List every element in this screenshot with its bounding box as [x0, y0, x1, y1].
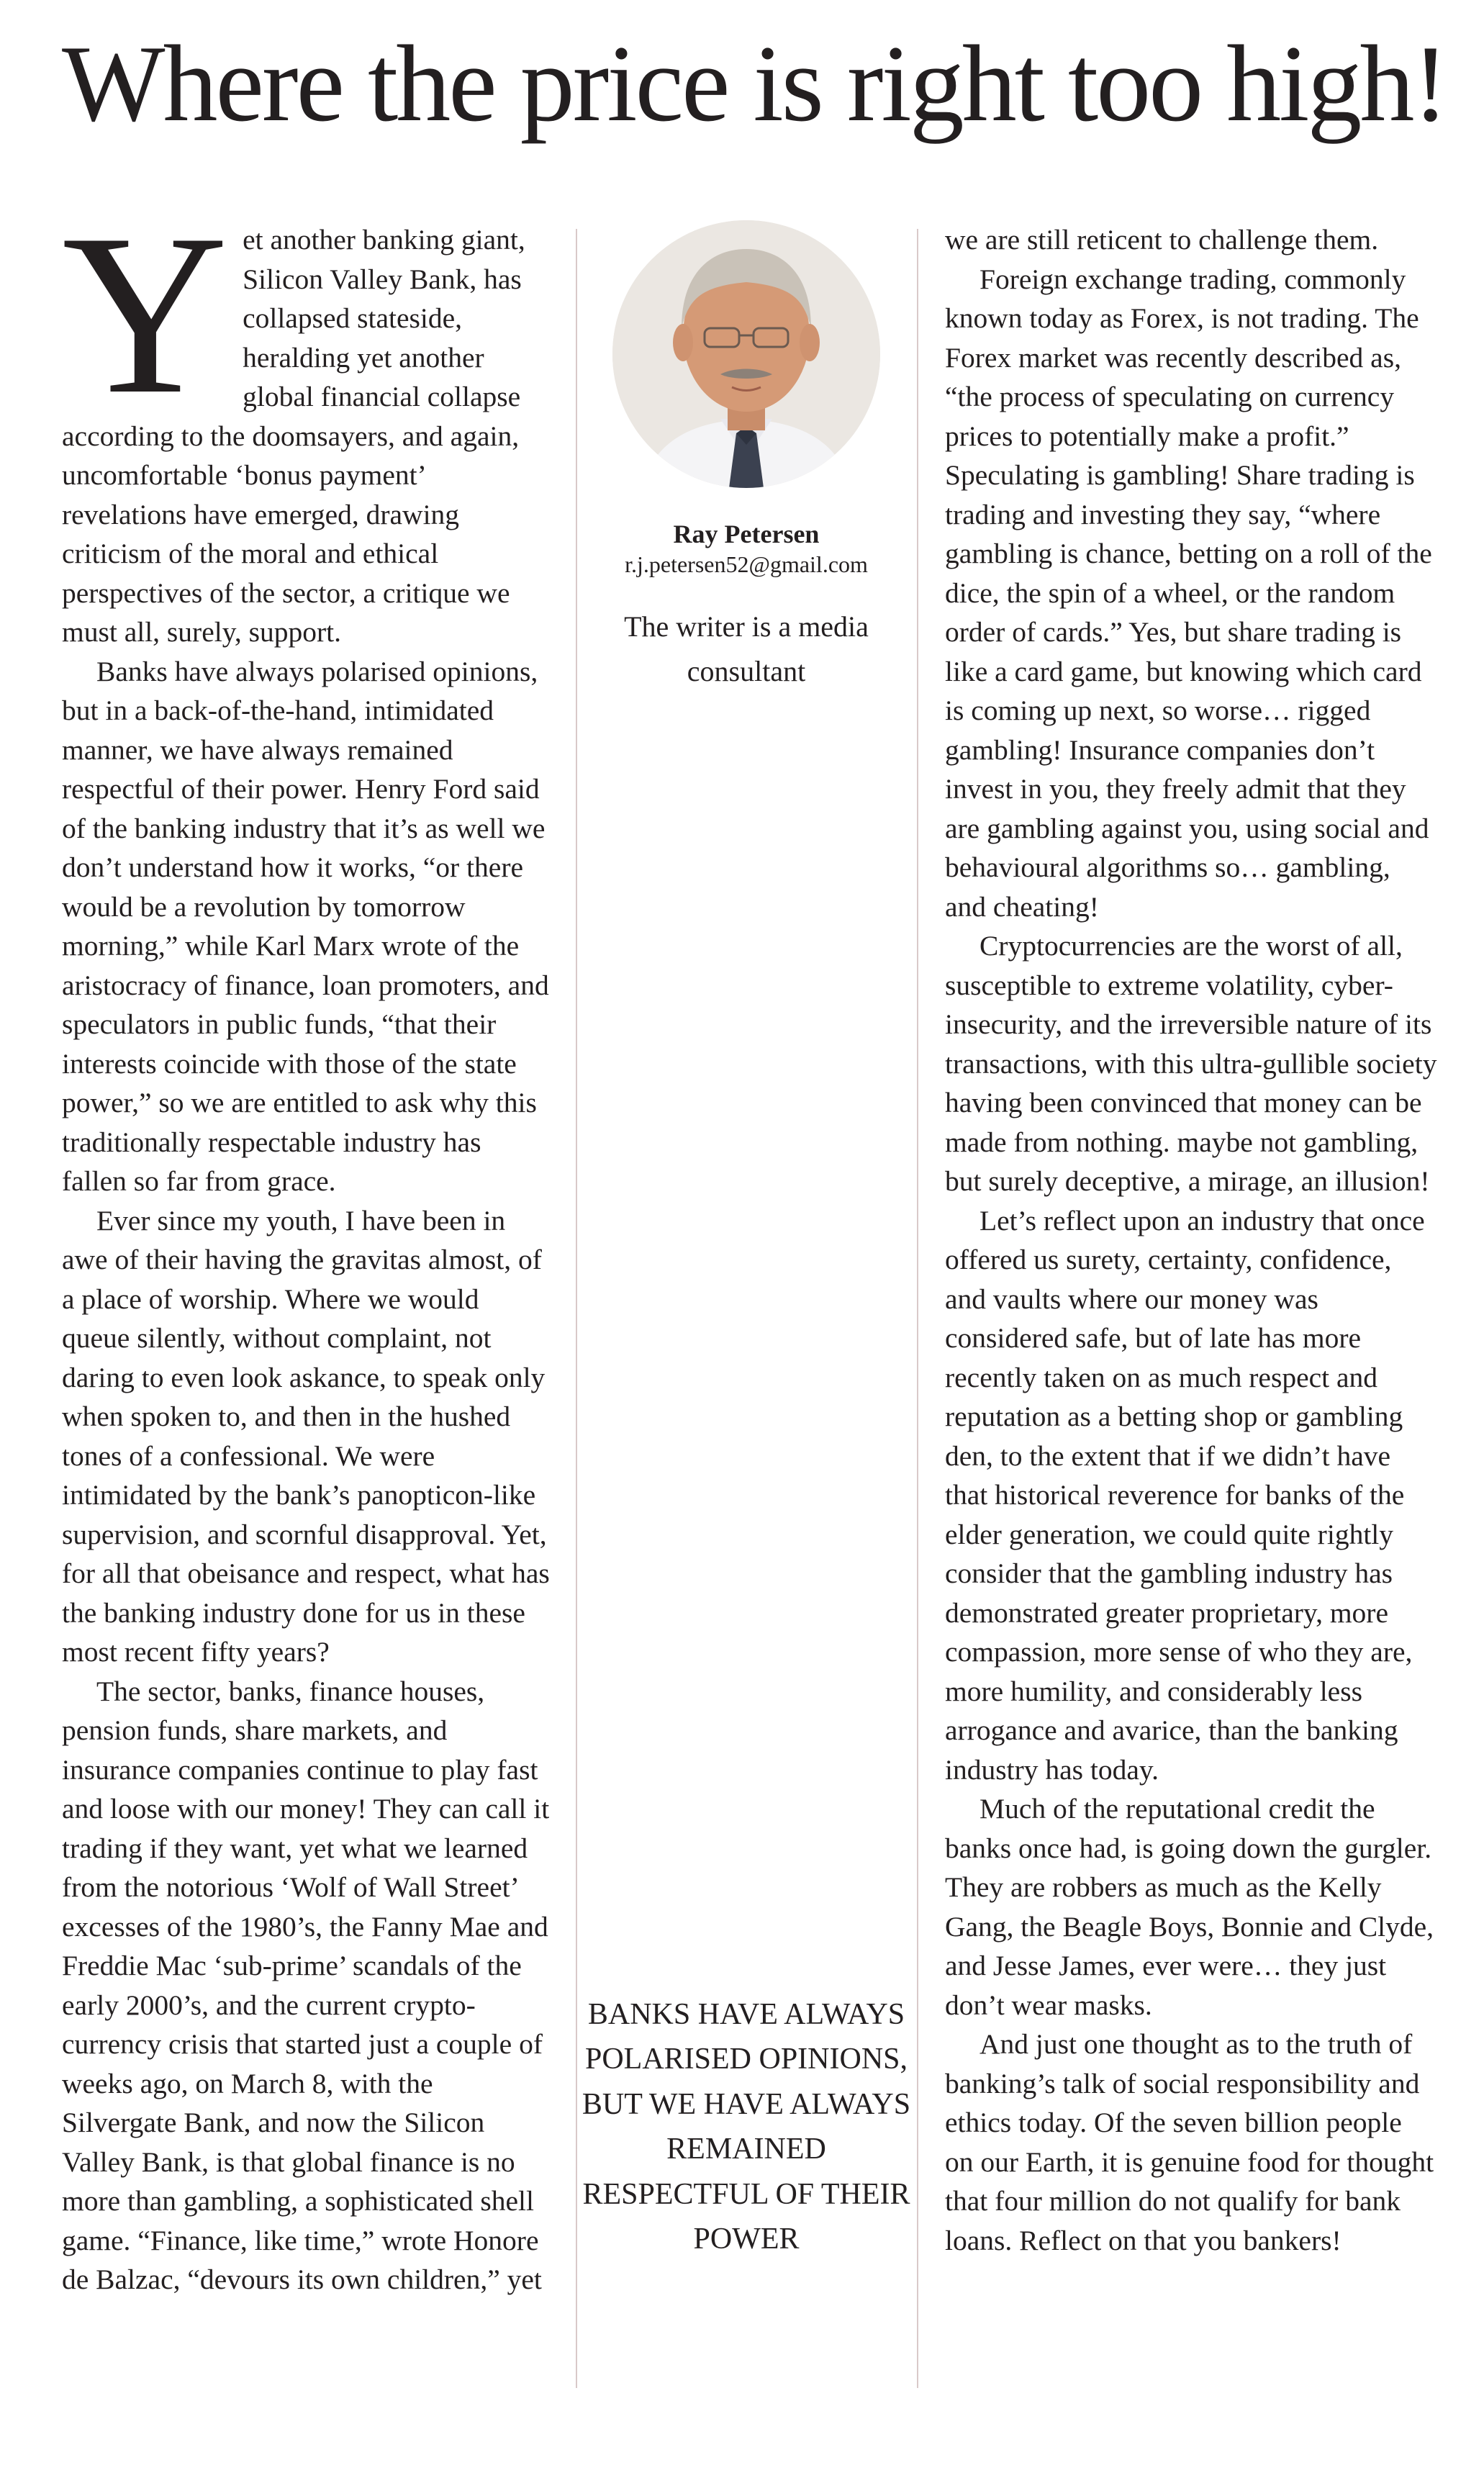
body-paragraph: Much of the reputational credit the banks once had, is going down the gurgler. They are robbers as much as the Kelly Gang, the Beagle Boys, Bonnie and Clyde, and Jesse James, ever were… they just don’t wear masks.	[945, 1793, 1434, 2021]
lead-paragraph	[62, 187, 551, 652]
author-photo	[612, 220, 880, 488]
headline: Where the price is right too high!	[62, 23, 1447, 144]
author-email: r.j.petersen52@gmail.com	[625, 551, 868, 577]
article-column-right	[945, 220, 1437, 2260]
author-bio: The writer is a media consultant	[624, 610, 869, 687]
body-paragraph: And just one thought as to the truth of banking’s talk of social responsibility and ethics today. Of the seven billion people on our Earth, it is genuine food for thought that four million do not qualify for bank loans. Reflect on that you bankers!	[945, 2028, 1434, 2256]
body-paragraph: Foreign exchange trading, commonly known today as Forex, is not trading. The Forex market was recently described as, “the process of speculating on currency prices to potentially make a profit.” Speculating is gambling! Share trading is trading and investing they say, “where gambling is chance, betting on a roll of the dice, the spin of a wheel, or the random order of cards.” Yes, but share trading is like a card game, but knowing which card is coming up next, so worse… rigged gambling! Insurance companies don’t invest in you, they freely admit that they are gambling against you, using social and behavioural algorithms so… gambling, and cheating!	[945, 263, 1432, 923]
lead-text: et another banking giant, Silicon Valley Bank, has collapsed stateside, heralding yet another global financial collapse according to the doomsayers, and again, uncomfortable ‘bonus payment’ revelations have emerged, drawing criticism of the moral and ethical perspectives of the sector, a critique we must all, surely, support.	[62, 224, 525, 648]
pull-quote: BANKS HAVE ALWAYS POLARISED OPINIONS, BUT WE HAVE ALWAYS REMAINED RESPECTFUL OF THEIR POWER	[582, 1998, 911, 2256]
body-paragraph: Banks have always polarised opinions, but in a back-of-the-hand, intimidated manner, we have always remained respectful of their power. Henry Ford said of the banking industry that it’s as well we don’t understand how it works, “or there would be a revolution by tomorrow morning,” while Karl Marx wrote of the aristocracy of finance, loan promoters, and speculators in public funds, “that their interests coincide with those of the state power,” so we are entitled to ask why this traditionally respectable industry has fallen so far from grace.	[62, 655, 549, 1197]
column-divider	[917, 229, 918, 2388]
author-name: Ray Petersen	[673, 520, 820, 548]
author-portrait-icon	[612, 220, 880, 488]
article-column-left	[62, 187, 551, 2300]
body-paragraph: Cryptocurrencies are the worst of all, susceptible to extreme volatility, cyber-insecurity, and the irreversible nature of its transactions, with this ultra-gullible society having been convinced that money can be made from nothing. maybe not gambling, but surely deceptive, a mirage, an illusion!	[945, 930, 1437, 1197]
author-box	[576, 220, 917, 694]
drop-cap: Y	[62, 187, 229, 442]
body-paragraph: Ever since my youth, I have been in awe of their having the gravitas almost, of a place of worship. Where we would queue silently, without complaint, not daring to even look askance, to speak only when spoken to, and then in the hushed tones of a confessional. We were intimidated by the bank’s panopticon-like supervision, and scornful disapproval. Yet, for all that obeisance and respect, what has the banking industry done for us in these most recent fifty years?	[62, 1204, 550, 1668]
continued-paragraph: we are still reticent to challenge them.	[945, 224, 1379, 256]
body-paragraph: The sector, banks, finance houses, pension funds, share markets, and insurance companies continue to play fast and loose with our money! They can call it trading if they want, yet what we learned from the notorious ‘Wolf of Wall Street’ excesses of the 1980’s, the Fanny Mae and Freddie Mac ‘sub-prime’ scandals of the early 2000’s, and the current crypto-currency crisis that started just a couple of weeks ago, on March 8, with the Silvergate Bank, and now the Silicon Valley Bank, is that global finance is no more than gambling, a sophisticated shell game. “Finance, like time,” wrote Honore de Balzac, “devours its own children,” yet	[62, 1675, 550, 2295]
body-paragraph: Let’s reflect upon an industry that once offered us surety, certainty, confidence, and vaults where our money was considered safe, but of late has more recently taken on as much respect and reputation as a betting shop or gambling den, to the extent that if we didn’t have that historical reverence for banks of the elder generation, we could quite rightly consider that the gambling industry has demonstrated greater proprietary, more compassion, more sense of who they are, more humility, and considerably less arrogance and avarice, than the banking industry has today.	[945, 1204, 1425, 1786]
